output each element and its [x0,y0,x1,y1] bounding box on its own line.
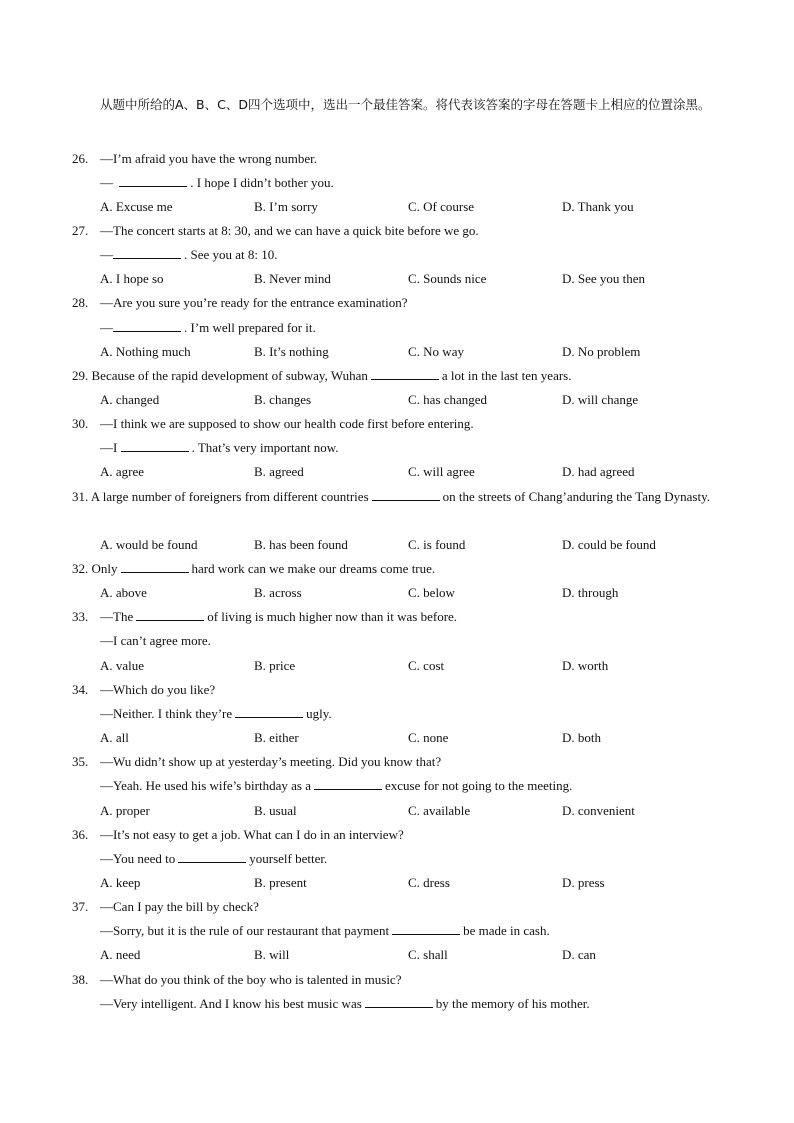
answer-blank [119,175,187,187]
option-c: C. none [408,730,449,745]
option-c: C. shall [408,947,448,962]
option-c: C. cost [408,658,445,673]
question-number: 33. [72,609,89,624]
option-b: B. has been found [254,537,348,552]
answer-blank [235,706,303,718]
question-line: —I can’t agree more. [100,633,211,648]
question-number: 28. [72,295,89,310]
question-line: —It’s not easy to get a job. What can I do in an interview? [100,827,404,842]
option-d: D. can [562,947,596,962]
option-b: B. usual [254,803,297,818]
option-a: A. Excuse me [100,199,173,214]
section-instructions: 从题中所给的A、B、C、D四个选项中，选出一个最佳答案。将代表该答案的字母在答题卡上相应的位置涂黑。 [100,97,711,112]
question-line: —You need to yourself better. [100,851,328,866]
answer-blank [392,923,460,935]
answer-blank [372,489,440,501]
option-a: A. agree [100,464,145,479]
question-number: 38. [72,972,89,987]
question-number: 34. [72,682,89,697]
option-c: C. dress [408,875,450,890]
question-line: —What do you think of the boy who is talented in music? [100,972,402,987]
question-line: —Which do you like? [100,682,216,697]
answer-blank [113,247,181,259]
question-line: —I’m afraid you have the wrong number. [100,151,317,166]
option-a: A. proper [100,803,150,818]
option-a: A. Nothing much [100,344,191,359]
question-line: — . I hope I didn’t bother you. [100,175,334,190]
option-b: B. Never mind [254,271,331,286]
question-line: —The concert starts at 8: 30, and we can have a quick bite before we go. [100,223,479,238]
question-line: —Are you sure you’re ready for the entrance examination? [100,295,408,310]
option-d: D. both [562,730,601,745]
option-c: C. is found [408,537,466,552]
question-line: —Very intelligent. And I know his best music was by the memory of his mother. [100,996,590,1011]
option-a: A. keep [100,875,141,890]
option-b: B. price [254,658,296,673]
option-d: D. worth [562,658,609,673]
option-a: A. all [100,730,129,745]
option-d: D. press [562,875,605,890]
question-line: 31. A large number of foreigners from different countries on the streets of Chang’anduring the Tang Dynasty. [72,489,710,504]
option-c: C. has changed [408,392,488,407]
question-number: 30. [72,416,89,431]
question-line: —I think we are supposed to show our health code first before entering. [100,416,474,431]
option-c: C. Sounds nice [408,271,487,286]
question-line: 29. Because of the rapid development of subway, Wuhan a lot in the last ten years. [72,368,572,383]
answer-blank [121,440,189,452]
option-a: A. would be found [100,537,198,552]
option-b: B. either [254,730,299,745]
question-number: 36. [72,827,89,842]
question-line: —Can I pay the bill by check? [100,899,259,914]
question-line: —I . That’s very important now. [100,440,339,455]
question-line: —Sorry, but it is the rule of our restaurant that payment be made in cash. [100,923,550,938]
option-c: C. No way [408,344,464,359]
option-d: D. could be found [562,537,656,552]
option-b: B. across [254,585,302,600]
option-b: B. will [254,947,290,962]
question-line: —The of living is much higher now than it was before. [100,609,458,624]
answer-blank [136,609,204,621]
option-c: C. below [408,585,455,600]
question-line: 32. Only hard work can we make our dreams come true. [72,561,436,576]
answer-blank [371,368,439,380]
option-d: D. See you then [562,271,646,286]
option-d: D. convenient [562,803,635,818]
option-b: B. I’m sorry [254,199,318,214]
option-c: C. available [408,803,471,818]
answer-blank [113,320,181,332]
option-b: B. It’s nothing [254,344,329,359]
question-number: 35. [72,754,89,769]
question-line: — . I’m well prepared for it. [100,320,316,335]
option-a: A. changed [100,392,160,407]
option-d: D. had agreed [562,464,635,479]
option-c: C. will agree [408,464,475,479]
question-number: 37. [72,899,89,914]
question-line: —Neither. I think they’re ugly. [100,706,332,721]
option-a: A. need [100,947,141,962]
option-b: B. changes [254,392,312,407]
option-b: B. agreed [254,464,304,479]
answer-blank [178,851,246,863]
question-line: —Wu didn’t show up at yesterday’s meeting. Did you know that? [100,754,442,769]
answer-blank [314,778,382,790]
option-a: A. I hope so [100,271,164,286]
question-number: 26. [72,151,89,166]
answer-blank [121,561,189,573]
option-d: D. through [562,585,619,600]
question-line: — . See you at 8: 10. [100,247,278,262]
question-number: 27. [72,223,89,238]
option-b: B. present [254,875,307,890]
option-a: A. above [100,585,147,600]
option-c: C. Of course [408,199,475,214]
option-d: D. No problem [562,344,641,359]
question-line: —Yeah. He used his wife’s birthday as a excuse for not going to the meeting. [100,778,573,793]
option-a: A. value [100,658,145,673]
answer-blank [365,996,433,1008]
option-d: D. Thank you [562,199,634,214]
option-d: D. will change [562,392,639,407]
